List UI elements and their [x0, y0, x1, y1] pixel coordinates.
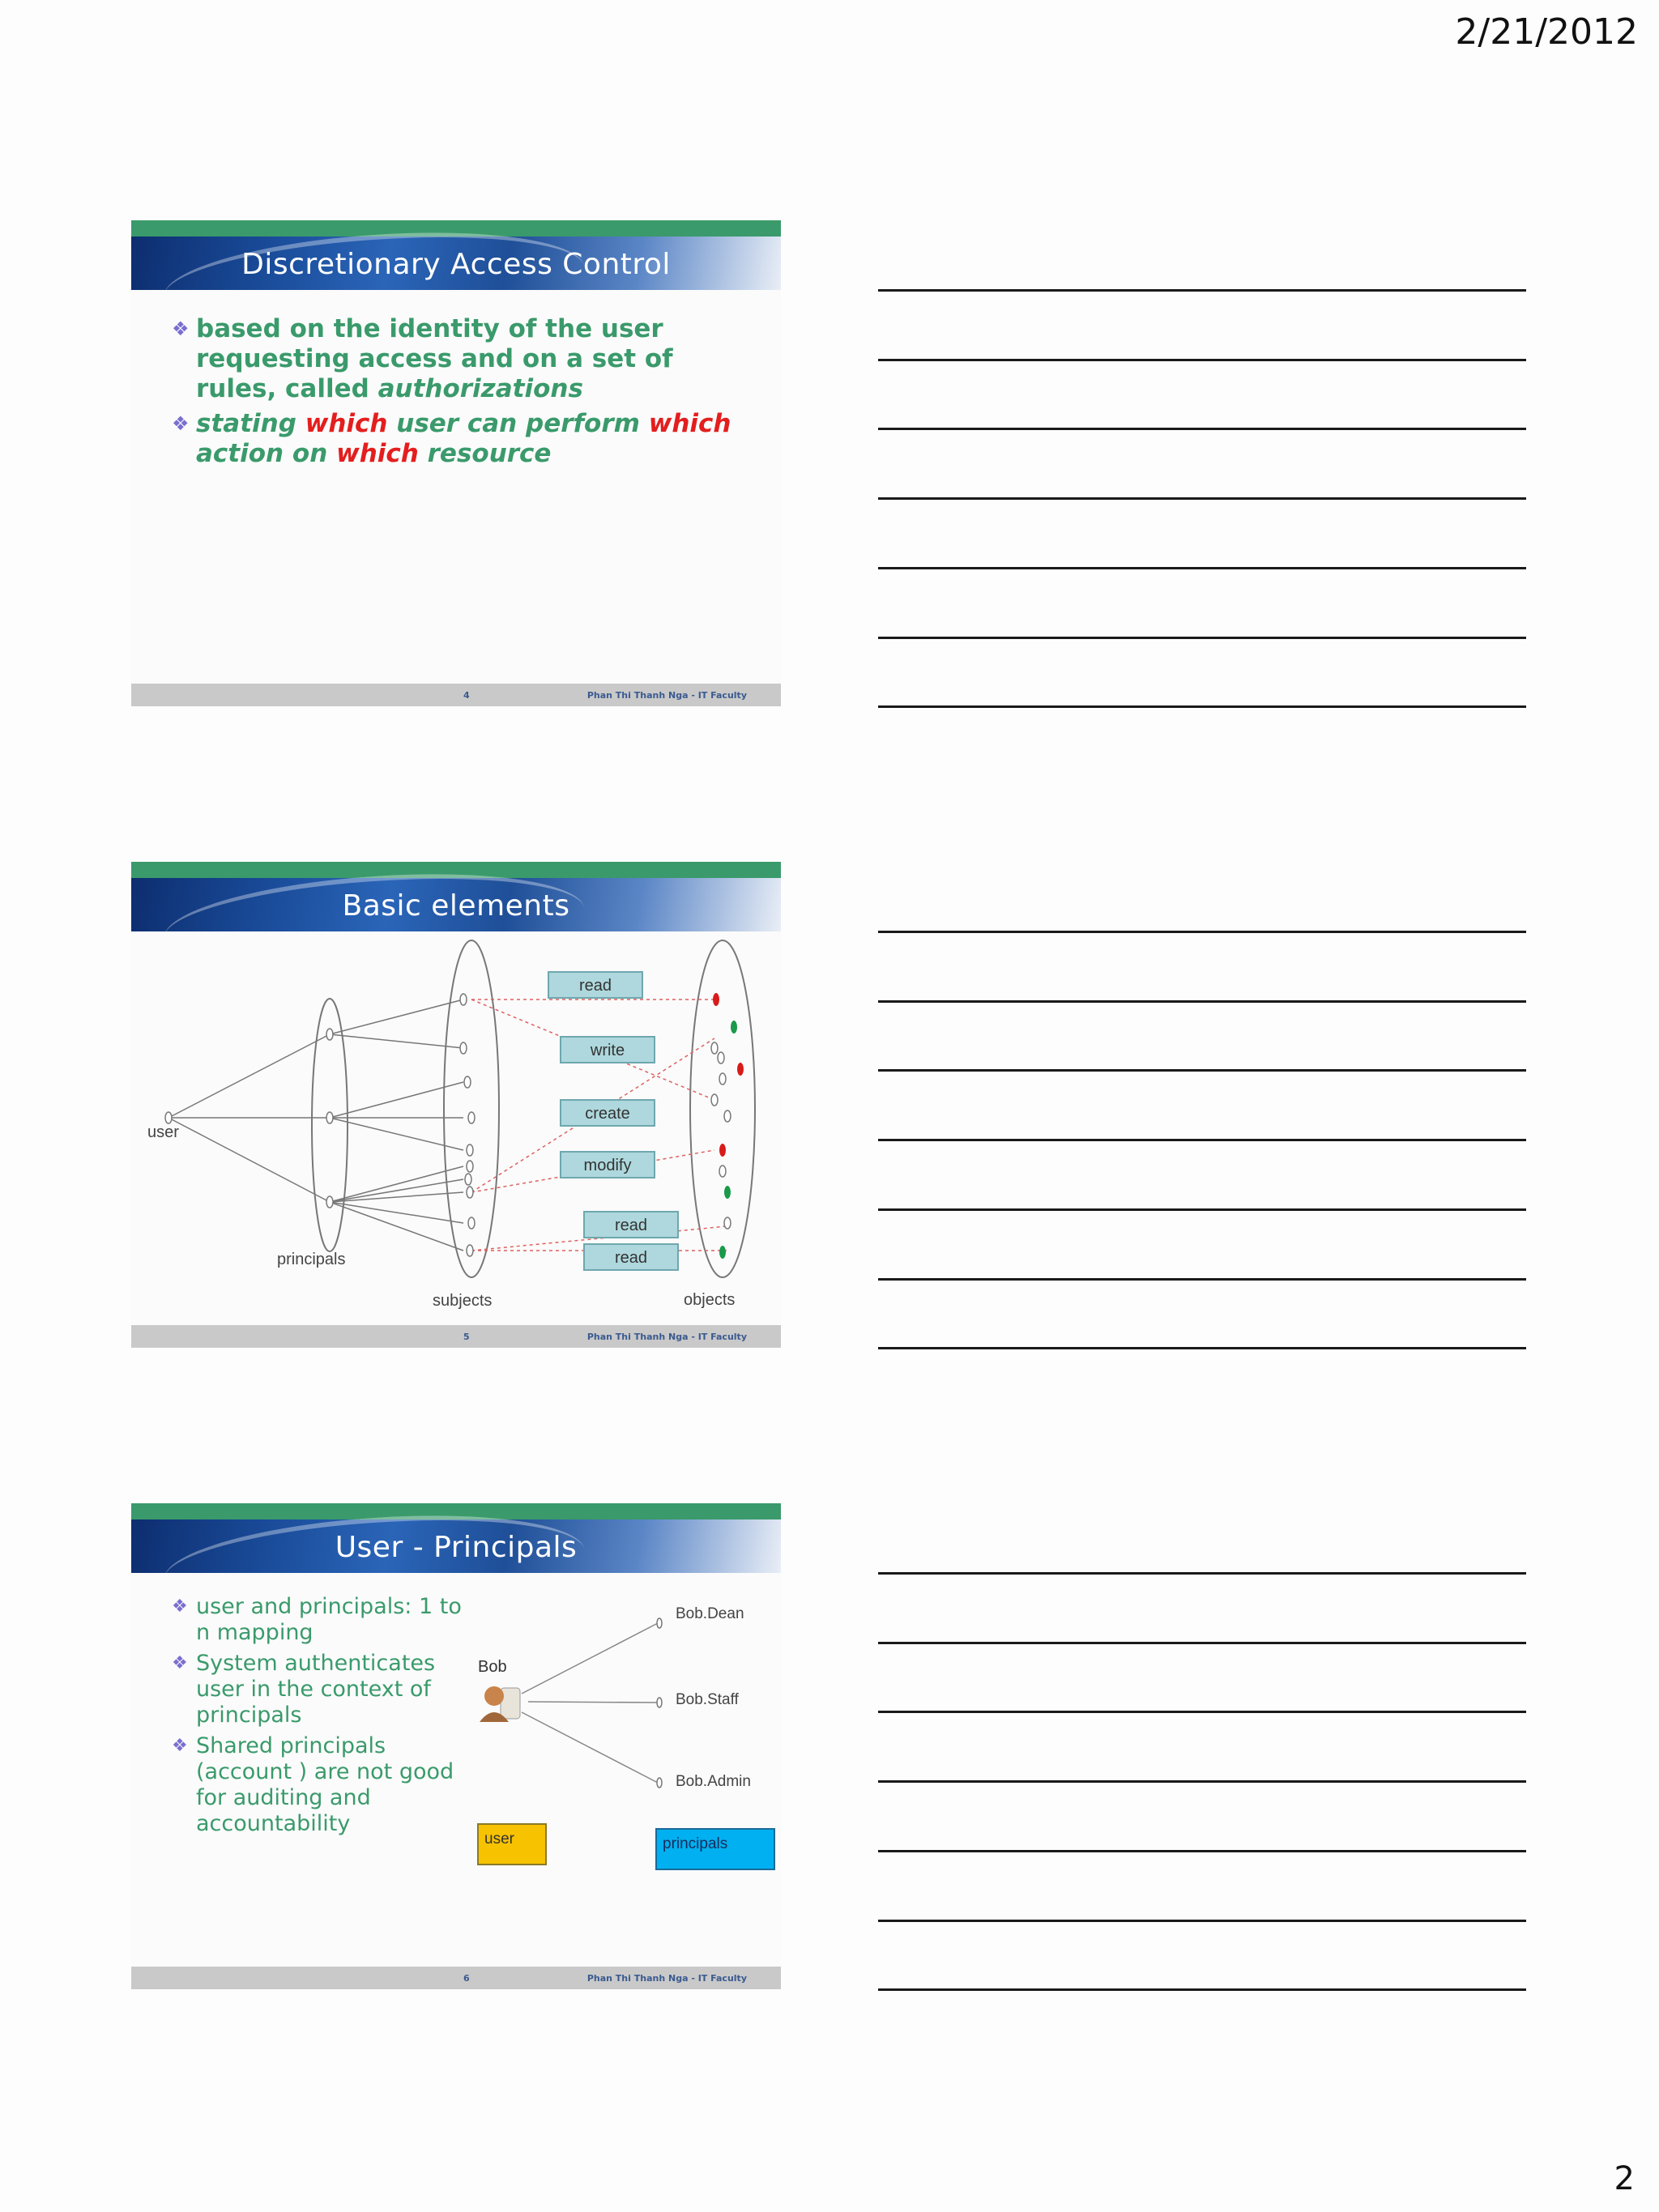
svg-text:read: read: [614, 1217, 648, 1234]
note-line: [878, 1642, 1526, 1644]
svg-text:modify: modify: [583, 1157, 632, 1174]
bullet-item: ❖ System authenticates user in the context of principals: [172, 1651, 436, 1728]
slide-author: Phan Thi Thanh Nga - IT Faculty: [586, 1973, 747, 1984]
diamond-bullet-icon: ❖: [172, 318, 190, 340]
basic-elements-diagram: [131, 862, 781, 1348]
operation-modify-box: [561, 1152, 655, 1178]
principal-bob-dean: Bob.Dean: [676, 1605, 744, 1622]
note-line: [878, 1000, 1526, 1003]
note-line: [878, 1780, 1526, 1783]
note-line: [878, 1347, 1526, 1349]
bullet-item: ❖ based on the identity of the user requesting access and on a set of rules, called authorizations: [172, 314, 673, 403]
user-label: user: [147, 1123, 179, 1141]
note-line: [878, 1278, 1526, 1281]
note-line: [878, 359, 1526, 361]
operation-read-box: [548, 972, 642, 998]
svg-text:write: write: [590, 1042, 625, 1059]
slide-footer: [131, 684, 781, 706]
note-line: [878, 1711, 1526, 1713]
page-number: 2: [1614, 2160, 1635, 2197]
objects-label: objects: [684, 1291, 736, 1309]
svg-text:principals: principals: [663, 1835, 728, 1852]
note-line: [878, 497, 1526, 500]
bullet-list: [172, 314, 755, 474]
slide-number: 4: [463, 690, 470, 701]
person-icon: [480, 1686, 520, 1722]
bullet-item: ❖ user and principals: 1 to n mapping: [172, 1594, 462, 1645]
principals-label: principals: [277, 1251, 346, 1268]
subjects-label: subjects: [433, 1292, 493, 1310]
note-line: [878, 1572, 1526, 1575]
slide-user-principals: [131, 1503, 781, 1989]
note-line: [878, 1850, 1526, 1852]
slide-discretionary-access-control: [131, 220, 781, 706]
operation-write-box: [561, 1037, 655, 1063]
bullet-item: ❖ stating which user can perform which action on which resource: [172, 409, 731, 468]
principal-bob-staff: Bob.Staff: [676, 1691, 739, 1708]
diamond-bullet-icon: ❖: [172, 1596, 188, 1617]
svg-text:read: read: [614, 1249, 648, 1267]
slide-title: User - Principals: [335, 1531, 578, 1564]
note-line: [878, 931, 1526, 933]
note-line: [878, 1208, 1526, 1211]
note-line: [878, 1988, 1526, 1991]
diamond-bullet-icon: ❖: [172, 1736, 188, 1756]
operation-read-box: [584, 1244, 678, 1270]
page-date: 2/21/2012: [1455, 11, 1638, 53]
operation-create-box: [561, 1100, 655, 1126]
principal-bob-admin: Bob.Admin: [676, 1773, 751, 1790]
slide-footer: [131, 1325, 781, 1348]
slide-title: Basic elements: [342, 889, 570, 923]
user-principals-diagram: [131, 1503, 781, 1989]
svg-text:user: user: [484, 1831, 514, 1848]
operation-read-box: [584, 1212, 678, 1238]
slide-author: Phan Thi Thanh Nga - IT Faculty: [586, 1332, 747, 1342]
slide-author: Phan Thi Thanh Nga - IT Faculty: [586, 690, 747, 701]
bob-label: Bob: [478, 1658, 507, 1676]
slide-title: Discretionary Access Control: [241, 248, 671, 281]
slide-basic-elements: [131, 862, 781, 1348]
bullet-item: ❖ Shared principals (account ) are not good for auditing and accountability: [172, 1733, 454, 1836]
user-box: [478, 1824, 546, 1865]
note-line: [878, 567, 1526, 569]
principals-box: [656, 1829, 774, 1869]
note-line: [878, 428, 1526, 430]
slide-number: 6: [463, 1973, 470, 1984]
diamond-bullet-icon: ❖: [172, 412, 190, 435]
svg-text:read: read: [578, 977, 612, 995]
note-line: [878, 637, 1526, 639]
note-line: [878, 1069, 1526, 1072]
slide-number: 5: [463, 1332, 470, 1342]
slide-footer: [131, 1967, 781, 1989]
note-line: [878, 1139, 1526, 1141]
slide-header: [131, 220, 781, 290]
note-line: [878, 705, 1526, 708]
svg-text:create: create: [585, 1105, 630, 1123]
note-line: [878, 1920, 1526, 1922]
diamond-bullet-icon: ❖: [172, 1653, 188, 1673]
note-line: [878, 289, 1526, 292]
